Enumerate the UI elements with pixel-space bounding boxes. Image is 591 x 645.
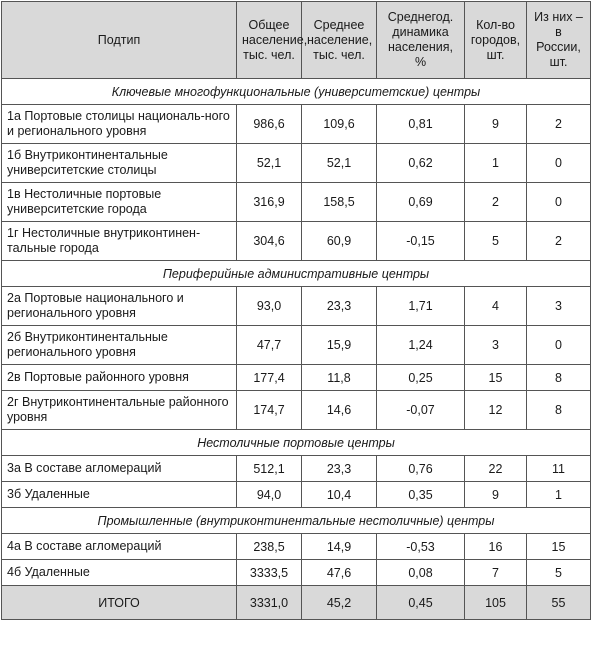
section-title: Периферийные административные центры — [2, 261, 591, 287]
russia-count-cell: 0 — [527, 326, 591, 365]
subtype-cell: 1г Нестоличные внутриконтинен-тальные города — [2, 222, 237, 261]
city-count-cell: 15 — [465, 365, 527, 391]
average-population-cell: 14,9 — [302, 534, 377, 560]
total-cities-cell: 105 — [465, 586, 527, 620]
total-label: ИТОГО — [2, 586, 237, 620]
subtype-cell: 2б Внутриконтинентальные регионального уровня — [2, 326, 237, 365]
section-header-row — [2, 508, 591, 534]
annual-dynamics-cell: 0,08 — [377, 560, 465, 586]
city-count-cell: 1 — [465, 144, 527, 183]
annual-dynamics-cell: 1,24 — [377, 326, 465, 365]
table-row — [2, 105, 591, 144]
city-count-cell: 12 — [465, 391, 527, 430]
table-row — [2, 222, 591, 261]
annual-dynamics-cell: 0,81 — [377, 105, 465, 144]
total-dyn-cell: 0,45 — [377, 586, 465, 620]
annual-dynamics-cell: 0,69 — [377, 183, 465, 222]
section-title: Промышленные (внутриконтинентальные нестоличные) центры — [2, 508, 591, 534]
header-city-count: Кол-во городов, шт. — [465, 2, 527, 79]
total-population-cell: 316,9 — [237, 183, 302, 222]
russia-count-cell: 8 — [527, 391, 591, 430]
total-population-cell: 512,1 — [237, 456, 302, 482]
table-row — [2, 287, 591, 326]
total-population-cell: 47,7 — [237, 326, 302, 365]
total-population-cell: 177,4 — [237, 365, 302, 391]
city-count-cell: 22 — [465, 456, 527, 482]
table-row — [2, 365, 591, 391]
russia-count-cell: 0 — [527, 144, 591, 183]
header-average-population: Среднее население, тыс. чел. — [302, 2, 377, 79]
average-population-cell: 23,3 — [302, 456, 377, 482]
table-row — [2, 560, 591, 586]
annual-dynamics-cell: -0,15 — [377, 222, 465, 261]
annual-dynamics-cell: 0,35 — [377, 482, 465, 508]
total-population-cell: 238,5 — [237, 534, 302, 560]
city-count-cell: 9 — [465, 105, 527, 144]
subtype-cell: 4б Удаленные — [2, 560, 237, 586]
table-body — [2, 79, 591, 620]
city-count-cell: 16 — [465, 534, 527, 560]
annual-dynamics-cell: 0,62 — [377, 144, 465, 183]
header-row — [2, 2, 591, 79]
header-total-population: Общее население, тыс. чел. — [237, 2, 302, 79]
russia-count-cell: 8 — [527, 365, 591, 391]
table-row — [2, 534, 591, 560]
subtype-cell: 2в Портовые районного уровня — [2, 365, 237, 391]
subtype-cell: 1в Нестоличные портовые университетские города — [2, 183, 237, 222]
russia-count-cell: 11 — [527, 456, 591, 482]
annual-dynamics-cell: -0,53 — [377, 534, 465, 560]
total-population-cell: 93,0 — [237, 287, 302, 326]
header-subtype: Подтип — [2, 2, 237, 79]
subtype-cell: 4а В составе агломераций — [2, 534, 237, 560]
russia-count-cell: 2 — [527, 105, 591, 144]
average-population-cell: 109,6 — [302, 105, 377, 144]
table-row — [2, 482, 591, 508]
section-title: Ключевые многофункциональные (университетские) центры — [2, 79, 591, 105]
section-header-row — [2, 79, 591, 105]
average-population-cell: 47,6 — [302, 560, 377, 586]
subtype-cell: 1а Портовые столицы националь-ного и регионального уровня — [2, 105, 237, 144]
annual-dynamics-cell: -0,07 — [377, 391, 465, 430]
total-avg-cell: 45,2 — [302, 586, 377, 620]
header-russia-count: Из них – в России, шт. — [527, 2, 591, 79]
average-population-cell: 15,9 — [302, 326, 377, 365]
average-population-cell: 11,8 — [302, 365, 377, 391]
city-count-cell: 9 — [465, 482, 527, 508]
total-total-cell: 3331,0 — [237, 586, 302, 620]
average-population-cell: 14,6 — [302, 391, 377, 430]
average-population-cell: 10,4 — [302, 482, 377, 508]
russia-count-cell: 1 — [527, 482, 591, 508]
section-header-row — [2, 261, 591, 287]
city-count-cell: 4 — [465, 287, 527, 326]
russia-count-cell: 5 — [527, 560, 591, 586]
total-population-cell: 174,7 — [237, 391, 302, 430]
average-population-cell: 52,1 — [302, 144, 377, 183]
total-population-cell: 52,1 — [237, 144, 302, 183]
table-row — [2, 144, 591, 183]
annual-dynamics-cell: 0,76 — [377, 456, 465, 482]
average-population-cell: 60,9 — [302, 222, 377, 261]
subtype-cell: 2г Внутриконтинентальные районного уровня — [2, 391, 237, 430]
data-table — [1, 1, 591, 620]
table-row — [2, 326, 591, 365]
city-count-cell: 5 — [465, 222, 527, 261]
city-count-cell: 3 — [465, 326, 527, 365]
table-row — [2, 183, 591, 222]
russia-count-cell: 0 — [527, 183, 591, 222]
subtype-cell: 2а Портовые национального и регионального уровня — [2, 287, 237, 326]
section-header-row — [2, 430, 591, 456]
total-population-cell: 304,6 — [237, 222, 302, 261]
russia-count-cell: 15 — [527, 534, 591, 560]
total-russia-cell: 55 — [527, 586, 591, 620]
subtype-cell: 3а В составе агломераций — [2, 456, 237, 482]
annual-dynamics-cell: 1,71 — [377, 287, 465, 326]
total-population-cell: 986,6 — [237, 105, 302, 144]
subtype-cell: 3б Удаленные — [2, 482, 237, 508]
russia-count-cell: 3 — [527, 287, 591, 326]
total-row — [2, 586, 591, 620]
header-annual-dynamics: Среднегод. динамика населения, % — [377, 2, 465, 79]
annual-dynamics-cell: 0,25 — [377, 365, 465, 391]
total-population-cell: 94,0 — [237, 482, 302, 508]
table-row — [2, 391, 591, 430]
table-row — [2, 456, 591, 482]
average-population-cell: 23,3 — [302, 287, 377, 326]
city-count-cell: 2 — [465, 183, 527, 222]
section-title: Нестоличные портовые центры — [2, 430, 591, 456]
city-count-cell: 7 — [465, 560, 527, 586]
subtype-cell: 1б Внутриконтинентальные университетские столицы — [2, 144, 237, 183]
russia-count-cell: 2 — [527, 222, 591, 261]
total-population-cell: 3333,5 — [237, 560, 302, 586]
average-population-cell: 158,5 — [302, 183, 377, 222]
